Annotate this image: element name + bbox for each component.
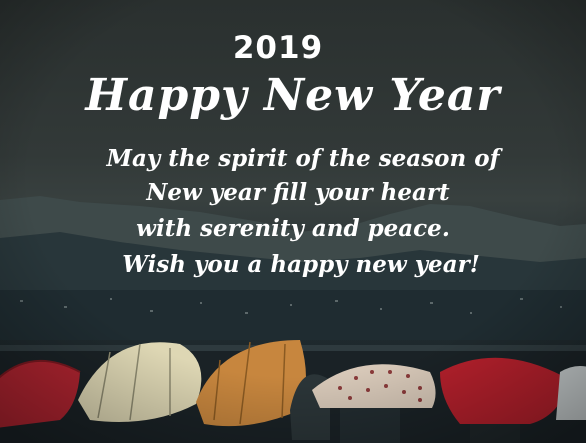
message-line-3: with serenity and peace. — [136, 215, 450, 242]
message-line-4: Wish you a happy new year! — [122, 251, 480, 278]
year-label: 2019 — [232, 30, 324, 66]
greeting-title: Happy New Year — [85, 70, 501, 121]
message-line-1: May the spirit of the season of — [106, 145, 500, 172]
message-line-2: New year fill your heart — [146, 179, 450, 206]
